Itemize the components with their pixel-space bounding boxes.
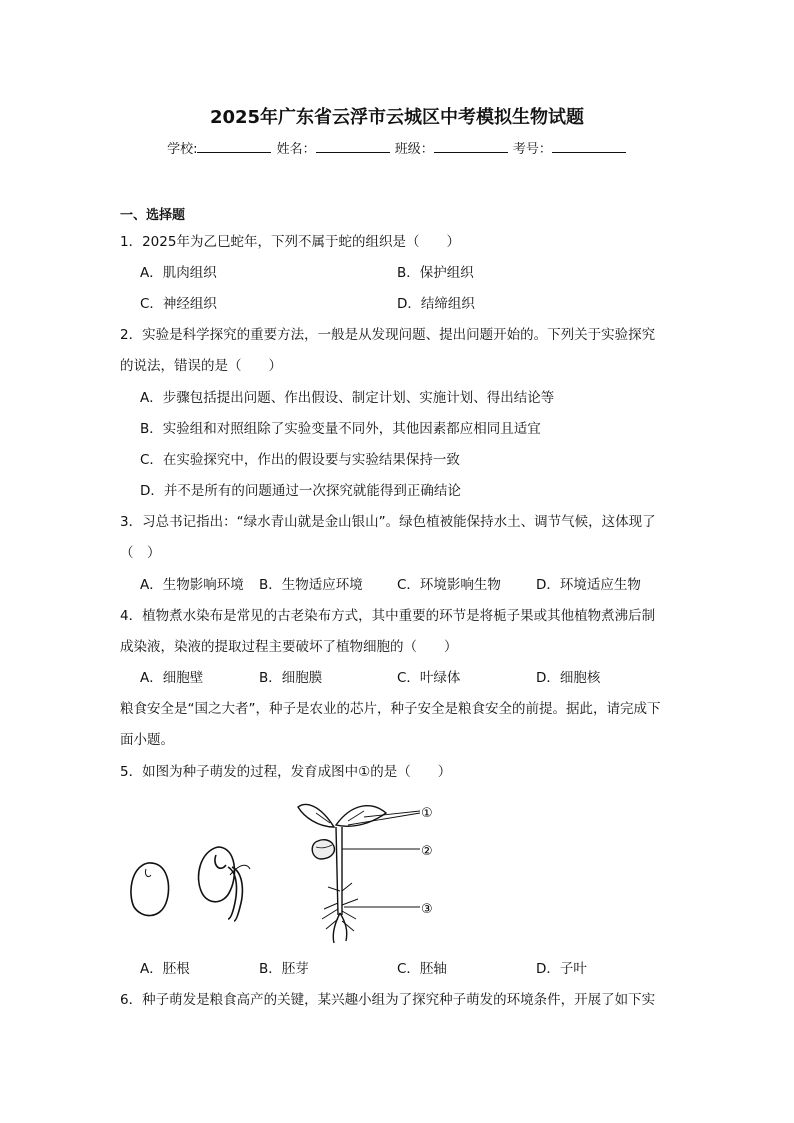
question-5-stem: 5．如图为种子萌发的过程，发育成图中①的是（ ） bbox=[120, 764, 452, 780]
q3-option-d: D．环境适应生物 bbox=[536, 577, 641, 593]
name-blank[interactable] bbox=[316, 140, 390, 153]
q5-option-d: D．子叶 bbox=[536, 961, 587, 977]
exam-no-blank[interactable] bbox=[552, 140, 626, 153]
question-2-stem-line1: 2．实验是科学探究的重要方法，一般是从发现问题、提出问题开始的。下列关于实验探究 bbox=[120, 327, 656, 343]
seed-drawing bbox=[131, 863, 169, 916]
q1-option-d: D．结缔组织 bbox=[397, 296, 475, 312]
exam-no-label: 考号： bbox=[512, 142, 552, 157]
class-label: 班级： bbox=[394, 142, 434, 157]
q4-option-a: A．细胞壁 bbox=[140, 670, 204, 686]
seedling-drawing bbox=[298, 804, 420, 943]
q5-option-c: C．胚轴 bbox=[397, 961, 447, 977]
q2-option-c: C．在实验探究中，作出的假设要与实验结果保持一致 bbox=[140, 452, 460, 468]
q1-option-a: A．肌肉组织 bbox=[140, 265, 217, 281]
passage-line1: 粮食安全是“国之大者”，种子是农业的芯片，种子安全是粮食安全的前提。据此，请完成下 bbox=[120, 701, 661, 717]
figure-label-3: ③ bbox=[421, 902, 433, 917]
q5-option-b: B．胚芽 bbox=[259, 961, 309, 977]
question-4-stem-line1: 4．植物煮水染布是常见的古老染布方式，其中重要的环节是将栀子果或其他植物煮沸后制 bbox=[120, 608, 656, 624]
question-2-stem-line2: 的说法，错误的是（ ） bbox=[120, 358, 282, 374]
student-info-row bbox=[0, 138, 794, 157]
passage-line2: 面小题。 bbox=[120, 732, 174, 748]
question-3-stem-line1: 3．习总书记指出：“绿水青山就是金山银山”。绿色植被能保持水土、调节气候，这体现了 bbox=[120, 514, 656, 530]
q1-option-c: C．神经组织 bbox=[140, 296, 217, 312]
figure-label-2: ② bbox=[421, 844, 433, 859]
q5-option-a: A．胚根 bbox=[140, 961, 190, 977]
school-blank[interactable] bbox=[197, 140, 271, 153]
question-4-stem-line2: 成染液，染液的提取过程主要破坏了植物细胞的（ ） bbox=[120, 639, 458, 655]
q4-option-b: B．细胞膜 bbox=[259, 670, 323, 686]
seed-germination-figure bbox=[120, 795, 440, 950]
germinating-seed-drawing bbox=[199, 847, 250, 921]
q4-option-d: D．细胞核 bbox=[536, 670, 601, 686]
q4-option-c: C．叶绿体 bbox=[397, 670, 461, 686]
question-3-stem-line2: （ ） bbox=[120, 545, 161, 561]
q2-option-a: A．步骤包括提出问题、作出假设、制定计划、实施计划、得出结论等 bbox=[140, 390, 555, 406]
q2-option-b: B．实验组和对照组除了实验变量不同外，其他因素都应相同且适宜 bbox=[140, 421, 541, 437]
question-1-stem: 1．2025年为乙巳蛇年，下列不属于蛇的组织是（ ） bbox=[120, 234, 460, 250]
class-blank[interactable] bbox=[434, 140, 508, 153]
q2-option-d: D．并不是所有的问题通过一次探究就能得到正确结论 bbox=[140, 483, 461, 499]
name-label: 姓名： bbox=[276, 142, 316, 157]
q1-option-b: B．保护组织 bbox=[397, 265, 474, 281]
question-6-stem-line1: 6．种子萌发是粮食高产的关键，某兴趣小组为了探究种子萌发的环境条件，开展了如下实 bbox=[120, 992, 656, 1008]
figure-label-1: ① bbox=[421, 806, 433, 821]
q3-option-c: C．环境影响生物 bbox=[397, 577, 501, 593]
q3-option-b: B．生物适应环境 bbox=[259, 577, 363, 593]
school-label: 学校: bbox=[167, 142, 198, 157]
page-title: 2025年广东省云浮市云城区中考模拟生物试题 bbox=[209, 107, 585, 128]
q3-option-a: A．生物影响环境 bbox=[140, 577, 244, 593]
section-heading: 一、选择题 bbox=[120, 208, 186, 223]
